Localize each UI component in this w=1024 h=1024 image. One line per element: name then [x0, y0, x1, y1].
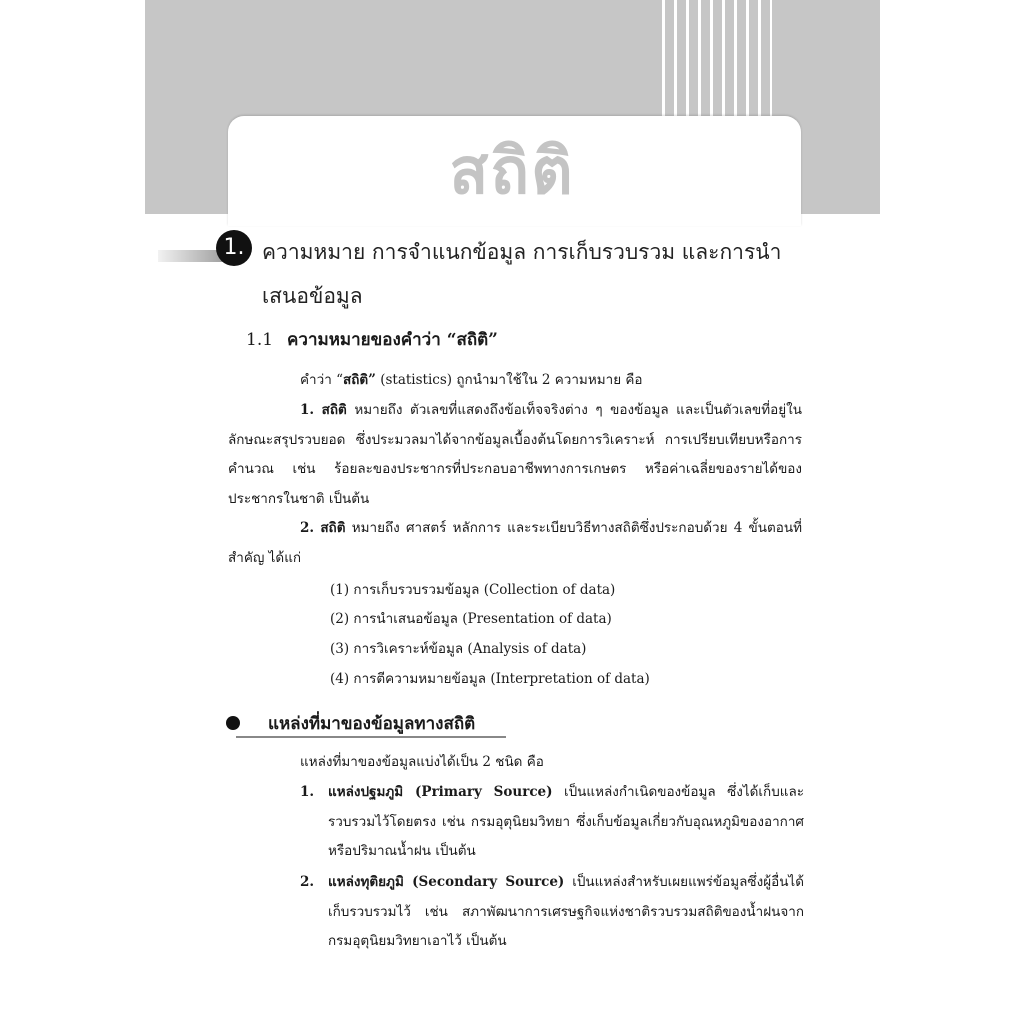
- bullet-icon: [226, 716, 240, 730]
- intro-paragraph: [228, 366, 802, 396]
- meaning-2-number: 2.: [300, 520, 315, 536]
- step-item-3: (3) การวิเคราะห์ข้อมูล (Analysis of data): [330, 641, 587, 657]
- sources-intro: แหล่งที่มาของข้อมูลแบ่งได้เป็น 2 ชนิด คือ: [300, 754, 544, 770]
- source-item-term: แหล่งทุติยภูมิ (Secondary Source): [328, 874, 565, 890]
- subsection-number: 1.1: [246, 330, 274, 350]
- source-item-text: เป็นแหล่งสำหรับเผยแพร่ข้อมูลซึ่งผู้อื่นได้เก็บรวบรวมไว้ เช่น สภาพัฒนาการเศรษฐกิจแห่งชาติรวบรวมสถิติของน้ำฝนจากกรมอุตุนิยมวิทยาเอาไว้ เป็นต้น: [328, 874, 804, 949]
- sources-heading: แหล่งที่มาของข้อมูลทางสถิติ: [268, 714, 476, 734]
- step-item-2: (2) การนำเสนอข้อมูล (Presentation of data): [330, 611, 612, 627]
- meaning-1-paragraph: [228, 396, 802, 514]
- meaning-1-text: หมายถึง ตัวเลขที่แสดงถึงข้อเท็จจริงต่าง ๆ ของข้อมูล และเป็นตัวเลขที่อยู่ในลักษณะสรุปรวบยอด ซึ่งประมวลมาได้จากข้อมูลเบื้องต้นโดยการวิเคราะห์ การเปรียบเทียบหรือการคำนวณ เช่น ร้อยละของประชากรที่ประกอบอาชีพทางการเกษตร หรือค่าเฉลี่ยของรายได้ของประชากรในชาติ เป็นต้น: [228, 402, 802, 507]
- chapter-title: สถิติ: [449, 135, 575, 209]
- source-item-term: แหล่งปฐมภูมิ (Primary Source): [328, 784, 553, 800]
- intro-post: (statistics) ถูกนำมาใช้ใน 2 ความหมาย คือ: [375, 372, 643, 388]
- subsection-heading: [246, 326, 498, 353]
- source-item-number: 2.: [300, 874, 315, 890]
- meaning-2-text: หมายถึง ศาสตร์ หลักการ และระเบียบวิธีทางสถิติซึ่งประกอบด้วย 4 ขั้นตอนที่สำคัญ ได้แก่: [228, 520, 802, 566]
- section-number: 1.: [216, 230, 252, 266]
- meaning-1-number: 1.: [300, 402, 315, 418]
- step-item-4: (4) การตีความหมายข้อมูล (Interpretation of data): [330, 671, 650, 687]
- intro-term: สถิติ”: [342, 372, 376, 388]
- source-item-text: เป็นแหล่งกำเนิดของข้อมูล ซึ่งได้เก็บและรวบรวมไว้โดยตรง เช่น กรมอุตุนิยมวิทยา ซึ่งเก็บข้อมูลเกี่ยวกับอุณหภูมิของอากาศหรือปริมาณน้ำฝน เป็นต้น: [328, 784, 804, 859]
- intro-pre: คำว่า “: [300, 372, 343, 388]
- meaning-2-term: สถิติ: [320, 520, 346, 536]
- source-item-secondary: [300, 868, 804, 957]
- section-title: ความหมาย การจำแนกข้อมูล การเก็บรวบรวม และการนำเสนอข้อมูล: [262, 240, 782, 308]
- header-stripes: [662, 0, 772, 118]
- source-item-primary: [300, 778, 804, 867]
- meaning-2-paragraph: [228, 514, 802, 573]
- step-item-1: (1) การเก็บรวบรวมข้อมูล (Collection of data): [330, 582, 616, 598]
- meaning-1-term: สถิติ: [321, 402, 347, 418]
- source-item-number: 1.: [300, 784, 315, 800]
- subsection-title: ความหมายของคำว่า “สถิติ”: [287, 330, 498, 350]
